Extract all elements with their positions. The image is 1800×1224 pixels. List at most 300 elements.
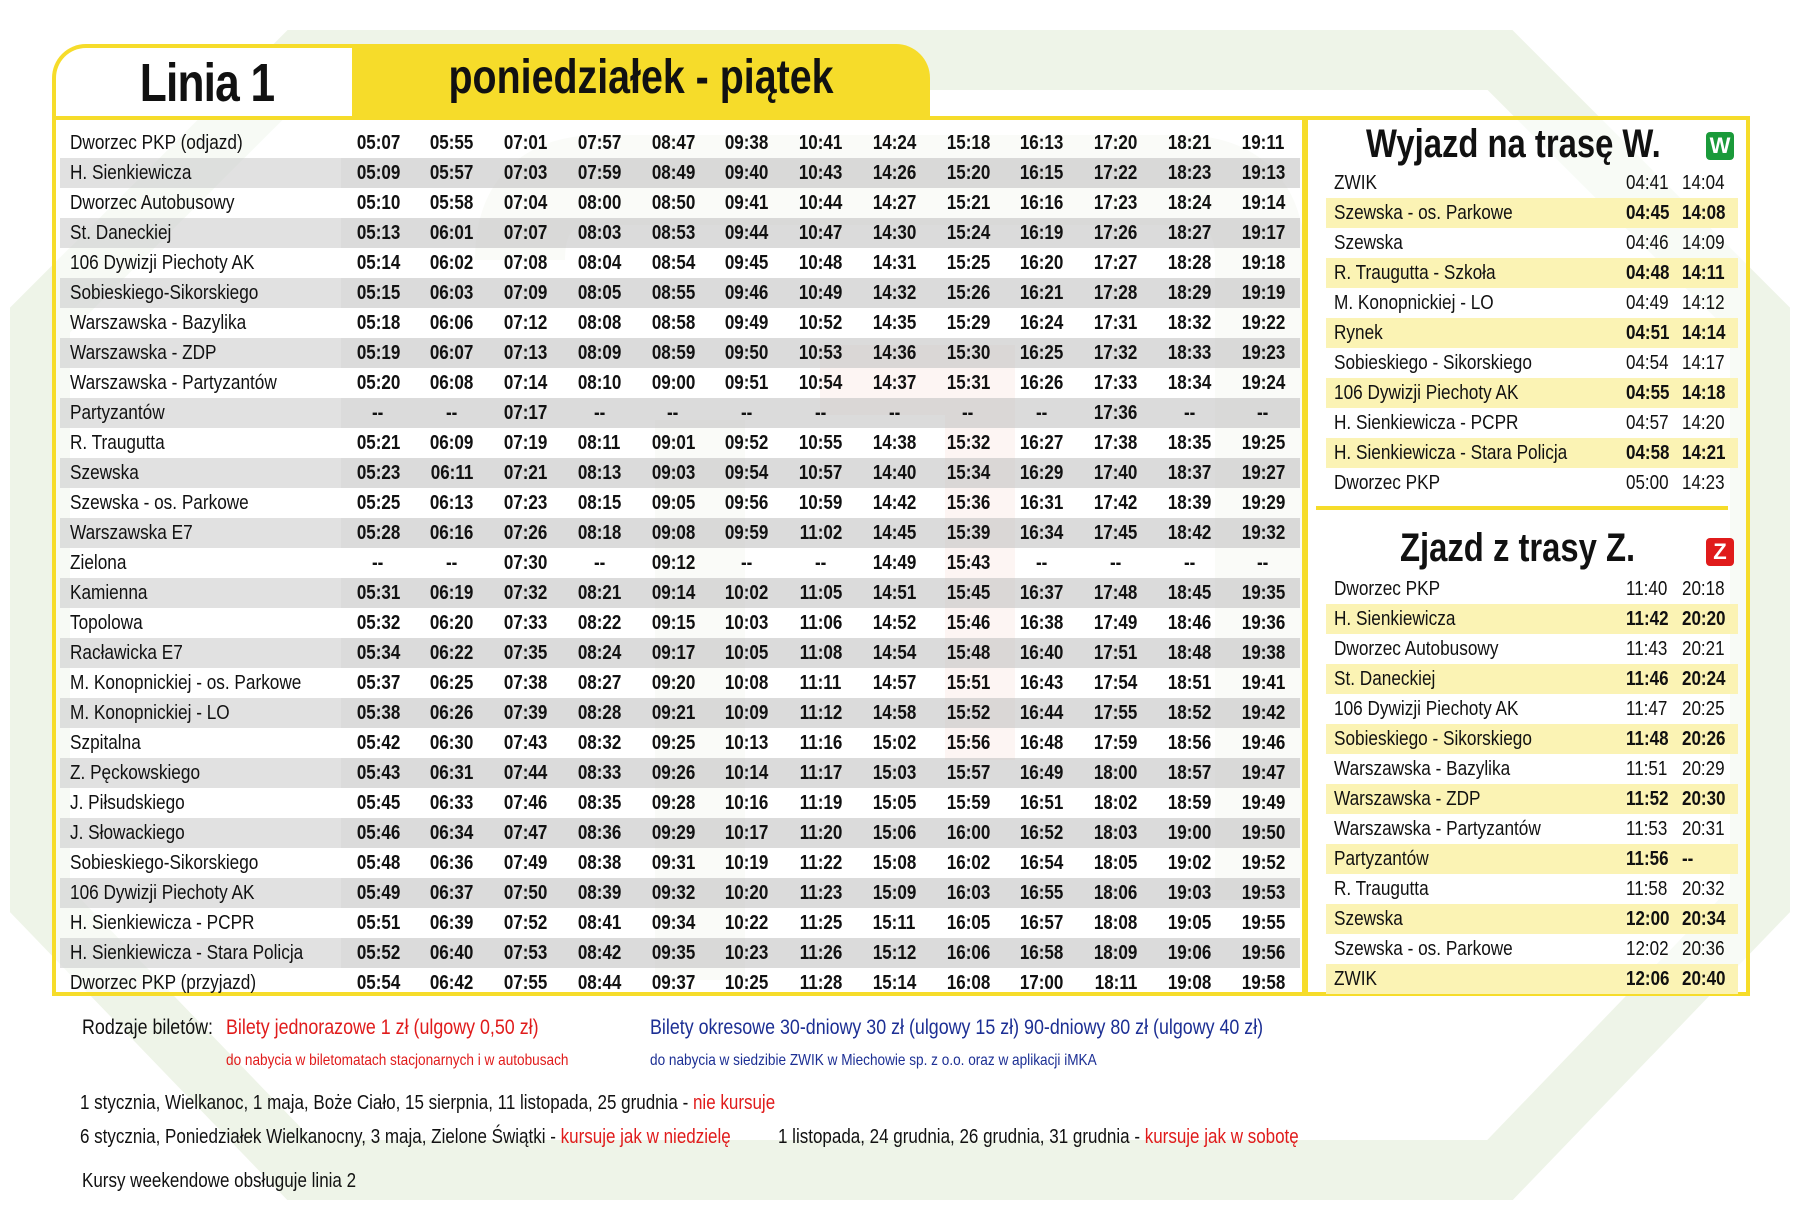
departure-time: 16:21 (1005, 278, 1079, 308)
stop-name: Kamienna (60, 578, 341, 608)
departure-time: 05:46 (341, 818, 415, 848)
wyjazd-row (1326, 228, 1738, 258)
wyjazd-table (1326, 168, 1738, 498)
departure-time: 06:22 (415, 638, 489, 668)
departure-time: -- (372, 552, 384, 574)
departure-time: 04:57 (1626, 412, 1669, 434)
departure-time: 07:03 (489, 158, 563, 188)
wyjazd-badge: W (1706, 132, 1734, 160)
departure-time: 19:00 (1152, 818, 1226, 848)
departure-time: 16:44 (1005, 698, 1079, 728)
single-ticket-where: do nabycia w biletomatach stacjonarnych i w autobusach (226, 1052, 569, 1069)
departure-time: 14:21 (1682, 438, 1738, 468)
departure-time: 20:26 (1682, 724, 1738, 754)
departure-time: 17:51 (1079, 638, 1153, 668)
departure-time: 10:48 (798, 252, 843, 274)
departure-time: 19:42 (1226, 698, 1300, 728)
departure-time: 11:58 (1626, 878, 1668, 900)
departure-time: 18:06 (1079, 878, 1153, 908)
departure-time: 06:30 (430, 732, 474, 754)
departure-time: 18:32 (1167, 312, 1212, 334)
departure-time: 18:39 (1167, 492, 1212, 514)
departure-time: 18:00 (1079, 758, 1153, 788)
departure-time: 14:09 (1682, 232, 1725, 254)
departure-time: 11:05 (784, 578, 858, 608)
departure-time: 19:49 (1241, 792, 1285, 814)
departure-time: 18:52 (1152, 698, 1226, 728)
departure-time: 06:31 (415, 758, 489, 788)
departure-time: 16:16 (1020, 192, 1064, 214)
departure-time: 08:39 (562, 878, 636, 908)
departure-time: 19:08 (1167, 972, 1212, 994)
departure-time: 06:01 (415, 218, 489, 248)
stop-name: Dworzec PKP (odjazd) (70, 132, 243, 154)
stop-name: H. Sienkiewicza (60, 158, 341, 188)
departure-time: 16:37 (1005, 578, 1079, 608)
departure-time: 10:13 (725, 732, 769, 754)
timetable-row (60, 878, 1300, 908)
departure-time: 06:02 (430, 252, 474, 274)
departure-time: 05:49 (341, 878, 415, 908)
stop-name: Szewska (1334, 232, 1403, 254)
stop-name: 106 Dywizji Piechoty AK (1334, 698, 1519, 720)
departure-time: 05:34 (341, 638, 415, 668)
departure-time: 07:57 (577, 132, 622, 154)
departure-time: 06:36 (430, 852, 474, 874)
departure-time: 15:31 (946, 372, 990, 394)
departure-time: 17:26 (1079, 218, 1153, 248)
departure-time: 15:06 (857, 818, 931, 848)
departure-time: 04:54 (1626, 352, 1669, 374)
departure-time: 04:55 (1626, 378, 1682, 408)
departure-time: 10:16 (725, 792, 769, 814)
departure-time: 05:37 (356, 672, 400, 694)
line-header (52, 44, 362, 116)
departure-time: 11:48 (1626, 724, 1682, 754)
departure-time: 19:47 (1226, 758, 1300, 788)
departure-time: 16:15 (1005, 158, 1079, 188)
departure-time: 18:05 (1093, 852, 1138, 874)
departure-time: 08:28 (562, 698, 636, 728)
departure-time: 15:24 (931, 218, 1005, 248)
stop-name: Racławicka E7 (60, 638, 341, 668)
departure-time: 08:22 (577, 612, 622, 634)
departure-time: 14:58 (857, 698, 931, 728)
departure-time: 15:59 (946, 792, 990, 814)
departure-time: 18:57 (1152, 758, 1226, 788)
zjazd-row (1326, 664, 1738, 694)
departure-time: 07:30 (503, 552, 548, 574)
stop-name: Rynek (1326, 318, 1626, 348)
departure-time: 07:49 (503, 852, 548, 874)
stop-name: Sobieskiego - Sikorskiego (1326, 724, 1626, 754)
departure-time: 16:13 (1020, 132, 1064, 154)
departure-time: -- (341, 398, 415, 428)
wyjazd-row (1326, 258, 1738, 288)
departure-time: 08:00 (577, 192, 622, 214)
departure-time: 14:18 (1682, 378, 1738, 408)
departure-time: 19:50 (1226, 818, 1300, 848)
departure-time: 16:54 (1020, 852, 1064, 874)
stop-name: Warszawska - Partyzantów (1334, 818, 1541, 840)
departure-time: 16:31 (1020, 492, 1064, 514)
departure-time: 05:58 (430, 192, 474, 214)
departure-time: 10:02 (710, 578, 784, 608)
departure-time: 17:42 (1093, 492, 1138, 514)
departure-time: 08:38 (577, 852, 622, 874)
departure-time: 15:51 (946, 672, 990, 694)
zjazd-row (1326, 694, 1738, 724)
departure-time: 14:40 (857, 458, 931, 488)
departure-time: 10:19 (725, 852, 769, 874)
departure-time: 11:51 (1626, 758, 1668, 780)
departure-time: 16:00 (931, 818, 1005, 848)
departure-time: 05:25 (356, 492, 400, 514)
departure-time: 17:33 (1093, 372, 1138, 394)
departure-time: 06:16 (415, 518, 489, 548)
departure-time: 08:15 (577, 492, 622, 514)
wyjazd-title: Wyjazd na trasę W. (1366, 122, 1661, 166)
timetable-row (60, 518, 1300, 548)
departure-time: 18:42 (1152, 518, 1226, 548)
departure-time: 04:41 (1626, 172, 1669, 194)
wyjazd-row (1326, 288, 1738, 318)
departure-time: 17:38 (1093, 432, 1138, 454)
stop-name: Dworzec Autobusowy (1334, 638, 1499, 660)
departure-time: 10:54 (798, 372, 843, 394)
timetable-row (60, 248, 1300, 278)
departure-time: 16:29 (1005, 458, 1079, 488)
departure-time: 16:51 (1020, 792, 1064, 814)
departure-time: -- (415, 398, 489, 428)
departure-time: 07:04 (503, 192, 548, 214)
departure-time: 19:25 (1241, 432, 1285, 454)
departure-time: 06:34 (415, 818, 489, 848)
line-number: Linia 1 (139, 53, 275, 113)
departure-time: 15:34 (931, 458, 1005, 488)
zjazd-row (1326, 754, 1738, 784)
timetable-row (60, 668, 1300, 698)
departure-time: 05:28 (341, 518, 415, 548)
departure-time: -- (446, 552, 458, 574)
holidays-no-service-note: nie kursuje (692, 1092, 776, 1114)
timetable-row (60, 968, 1300, 998)
holidays-sunday-dates: 6 stycznia, Poniedziałek Wielkanocny, 3 maja, Zielone Świątki - (80, 1126, 561, 1148)
departure-time: 20:29 (1682, 758, 1725, 780)
departure-time: 19:17 (1226, 218, 1300, 248)
departure-time: 09:37 (651, 972, 695, 994)
timetable-row (60, 728, 1300, 758)
departure-time: 05:32 (356, 612, 400, 634)
departure-time: 11:47 (1626, 698, 1668, 720)
departure-time: 16:08 (946, 972, 990, 994)
stop-name: Szewska - os. Parkowe (70, 492, 249, 514)
departure-time: 04:58 (1626, 438, 1682, 468)
departure-time: 14:12 (1682, 292, 1725, 314)
departure-time: -- (1183, 552, 1196, 574)
departure-time: 16:06 (931, 938, 1005, 968)
departure-time: 11:53 (1626, 818, 1668, 840)
zjazd-row (1326, 604, 1738, 634)
departure-time: 08:33 (562, 758, 636, 788)
timetable-row (60, 758, 1300, 788)
departure-time: 14:54 (857, 638, 931, 668)
departure-time: 10:43 (784, 158, 858, 188)
departure-time: 19:27 (1226, 458, 1300, 488)
departure-time: 09:08 (636, 518, 710, 548)
departure-time: 06:11 (415, 458, 489, 488)
departure-time: 07:35 (489, 638, 563, 668)
departure-time: 09:29 (636, 818, 710, 848)
departure-time: 19:41 (1241, 672, 1285, 694)
departure-time: 09:12 (651, 552, 695, 574)
wyjazd-row (1326, 198, 1738, 228)
departure-time: 05:20 (356, 372, 400, 394)
departure-time: 09:28 (651, 792, 695, 814)
zjazd-row (1326, 934, 1738, 964)
departure-time: 09:50 (710, 338, 784, 368)
departure-time: 11:43 (1626, 638, 1668, 660)
departure-time: 16:25 (1005, 338, 1079, 368)
departure-time: 17:59 (1093, 732, 1138, 754)
departure-time: 11:28 (799, 972, 842, 994)
departure-time: 15:36 (946, 492, 990, 514)
stop-name: 106 Dywizji Piechoty AK (1326, 378, 1626, 408)
departure-time: 09:21 (636, 698, 710, 728)
departure-time: 16:24 (1020, 312, 1064, 334)
departure-time: 05:57 (415, 158, 489, 188)
departure-time: 10:17 (710, 818, 784, 848)
timetable-row (60, 638, 1300, 668)
departure-time: 14:57 (872, 672, 917, 694)
zjazd-badge: Z (1706, 538, 1734, 566)
wyjazd-row (1326, 438, 1738, 468)
timetable-row (60, 368, 1300, 398)
departure-time: 14:31 (872, 252, 917, 274)
departure-time: 11:56 (1626, 844, 1682, 874)
timetable-row (60, 458, 1300, 488)
departure-time: 12:02 (1626, 938, 1669, 960)
departure-time: 09:01 (651, 432, 695, 454)
departure-time: 05:19 (341, 338, 415, 368)
departure-time: 20:31 (1682, 818, 1725, 840)
departure-time: 08:35 (577, 792, 622, 814)
departure-time: 06:13 (430, 492, 474, 514)
departure-time: 19:38 (1226, 638, 1300, 668)
departure-time: 04:46 (1626, 232, 1669, 254)
departure-time: 14:30 (857, 218, 931, 248)
departure-time: 08:21 (562, 578, 636, 608)
departure-time: 07:09 (489, 278, 563, 308)
departure-time: 07:07 (489, 218, 563, 248)
departure-time: 15:21 (946, 192, 990, 214)
weekend-note: Kursy weekendowe obsługuje linia 2 (82, 1170, 357, 1192)
departure-time: 06:06 (430, 312, 474, 334)
departure-time: 19:58 (1241, 972, 1285, 994)
departure-time: 19:03 (1152, 878, 1226, 908)
departure-time: 15:56 (946, 732, 990, 754)
stop-name: Warszawska - ZDP (60, 338, 341, 368)
departure-time: 18:45 (1152, 578, 1226, 608)
departure-time: 06:07 (415, 338, 489, 368)
departure-time: 08:09 (562, 338, 636, 368)
departure-time: 19:18 (1241, 252, 1285, 274)
stop-name: 106 Dywizji Piechoty AK (70, 252, 255, 274)
departure-time: 19:22 (1241, 312, 1285, 334)
departure-time: 04:45 (1626, 198, 1682, 228)
departure-time: 17:22 (1079, 158, 1153, 188)
departure-time: 20:20 (1682, 604, 1738, 634)
timetable-row (60, 488, 1300, 518)
departure-time: 17:20 (1093, 132, 1138, 154)
days-header (352, 44, 930, 116)
departure-time: 05:42 (356, 732, 400, 754)
departure-time: 09:15 (651, 612, 695, 634)
departure-time: 10:14 (710, 758, 784, 788)
departure-time: 19:02 (1167, 852, 1212, 874)
departure-time: 09:34 (651, 912, 695, 934)
departure-time: 05:00 (1626, 472, 1669, 494)
departure-time: 16:43 (1020, 672, 1064, 694)
departure-time: 14:27 (872, 192, 917, 214)
departure-time: 19:24 (1241, 372, 1285, 394)
departure-time: 18:29 (1152, 278, 1226, 308)
timetable-row (60, 908, 1300, 938)
departure-time: 06:03 (415, 278, 489, 308)
stop-name: 106 Dywizji Piechoty AK (60, 878, 341, 908)
stop-name: Szewska (1326, 904, 1626, 934)
departure-time: 11:20 (784, 818, 858, 848)
departure-time: 19:11 (1241, 132, 1285, 154)
tickets-label: Rodzaje biletów: (82, 1016, 213, 1039)
departure-time: 15:29 (946, 312, 990, 334)
departure-time: 09:56 (725, 492, 769, 514)
holidays-saturday-dates: 1 listopada, 24 grudnia, 26 grudnia, 31 grudnia - (778, 1126, 1145, 1148)
period-ticket-where: do nabycia w siedzibie ZWIK w Miechowie sp. z o.o. oraz w aplikacji iMKA (650, 1052, 1097, 1069)
departure-time: 08:47 (651, 132, 695, 154)
departure-time: 10:09 (710, 698, 784, 728)
departure-time: 18:56 (1167, 732, 1212, 754)
departure-time: 15:11 (873, 912, 916, 934)
zjazd-table (1326, 574, 1738, 994)
departure-time: 09:51 (725, 372, 769, 394)
stop-name: Z. Pęckowskiego (60, 758, 341, 788)
departure-time: 17:28 (1079, 278, 1153, 308)
departure-time: 14:24 (872, 132, 917, 154)
departure-time: -- (1682, 844, 1738, 874)
departure-time: 14:42 (872, 492, 917, 514)
departure-time: 16:34 (1005, 518, 1079, 548)
departure-time: 15:57 (931, 758, 1005, 788)
departure-time: 15:02 (872, 732, 917, 754)
departure-time: 15:14 (872, 972, 917, 994)
departure-time: 19:05 (1167, 912, 1212, 934)
departure-time: 19:36 (1241, 612, 1285, 634)
departure-time: 19:06 (1152, 938, 1226, 968)
stop-name: M. Konopnickiej - LO (60, 698, 341, 728)
zjazd-row (1326, 904, 1738, 934)
departure-time: 05:07 (356, 132, 400, 154)
departure-time: 18:46 (1167, 612, 1212, 634)
departure-time: 09:41 (725, 192, 769, 214)
zjazd-row (1326, 874, 1738, 904)
departure-time: 09:52 (725, 432, 769, 454)
departure-time: 18:03 (1079, 818, 1153, 848)
departure-time: 09:54 (710, 458, 784, 488)
departure-time: 07:50 (489, 878, 563, 908)
departure-time: 14:20 (1682, 412, 1725, 434)
departure-time: 14:26 (857, 158, 931, 188)
stop-name: M. Konopnickiej - os. Parkowe (70, 672, 302, 694)
departure-time: 17:23 (1093, 192, 1138, 214)
stop-name: Warszawska - Partyzantów (70, 372, 277, 394)
holidays-saturday-note: kursuje jak w sobotę (1144, 1126, 1299, 1148)
timetable-row (60, 308, 1300, 338)
departure-time: 15:08 (872, 852, 917, 874)
departure-time: 05:51 (356, 912, 400, 934)
timetable-row (60, 698, 1300, 728)
departure-time: -- (562, 398, 636, 428)
departure-time: 09:49 (725, 312, 769, 334)
departure-time: 16:02 (946, 852, 990, 874)
departure-time: 07:38 (503, 672, 548, 694)
zjazd-row (1326, 964, 1738, 994)
departure-time: 15:32 (946, 432, 990, 454)
departure-time: 14:45 (857, 518, 931, 548)
departure-time: 11:23 (784, 878, 858, 908)
departure-time: 19:13 (1226, 158, 1300, 188)
departure-time: 17:54 (1093, 672, 1138, 694)
departure-time: 10:47 (784, 218, 858, 248)
departure-time: 11:42 (1626, 604, 1682, 634)
departure-time: 04:48 (1626, 258, 1682, 288)
stop-name: Zielona (70, 552, 127, 574)
departure-time: 16:48 (1020, 732, 1064, 754)
departure-time: 18:33 (1152, 338, 1226, 368)
departure-time: 11:02 (784, 518, 858, 548)
departure-time: 06:33 (430, 792, 474, 814)
departure-time: 07:55 (503, 972, 548, 994)
departure-time: 06:42 (430, 972, 474, 994)
departure-time: 06:25 (430, 672, 474, 694)
wyjazd-row (1326, 468, 1738, 498)
departure-time: 04:49 (1626, 292, 1669, 314)
departure-time: -- (784, 398, 858, 428)
departure-time: 08:24 (562, 638, 636, 668)
departure-time: 14:14 (1682, 318, 1738, 348)
departure-time: 05:13 (341, 218, 415, 248)
departure-time: 18:34 (1167, 372, 1212, 394)
stop-name: Dworzec PKP (1334, 472, 1441, 494)
departure-time: -- (931, 398, 1005, 428)
departure-time: 15:26 (931, 278, 1005, 308)
holidays-sunday-note: kursuje jak w niedzielę (560, 1126, 731, 1148)
departure-time: 11:26 (784, 938, 858, 968)
departure-time: 05:23 (341, 458, 415, 488)
departure-time: -- (1257, 552, 1269, 574)
departure-time: 18:48 (1152, 638, 1226, 668)
zjazd-row (1326, 784, 1738, 814)
zjazd-row (1326, 814, 1738, 844)
departure-time: 08:05 (562, 278, 636, 308)
departure-time: 08:53 (636, 218, 710, 248)
departure-time: 17:00 (1020, 972, 1064, 994)
departure-time: 16:55 (1005, 878, 1079, 908)
departure-time: 08:36 (562, 818, 636, 848)
departure-time: 10:49 (784, 278, 858, 308)
departure-time: 08:44 (577, 972, 622, 994)
departure-time: 08:11 (578, 432, 621, 454)
